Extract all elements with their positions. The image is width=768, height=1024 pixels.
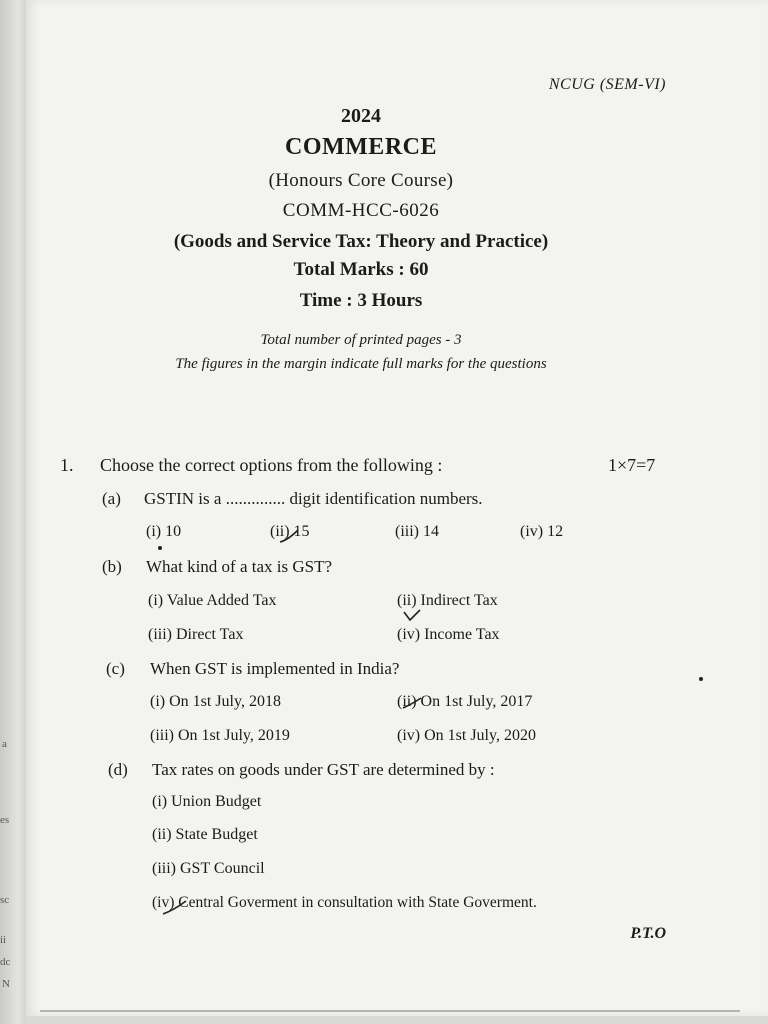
course-type: (Honours Core Course) (268, 170, 454, 191)
option-item: (i) Union Budget (152, 793, 262, 810)
exam-time: Time : 3 Hours (299, 290, 423, 311)
question-marks: 1×7=7 (608, 455, 656, 475)
pen-tick-mark (278, 528, 302, 546)
exam-year: 2024 (341, 105, 381, 127)
pen-tick-mark (400, 696, 424, 714)
total-marks: Total Marks : 60 (293, 259, 429, 280)
pen-dot-mark (699, 677, 703, 681)
question-number: 1. (60, 455, 74, 475)
book-spine-margin (0, 0, 26, 1024)
subquestion-label: (b) (102, 557, 122, 576)
subquestion-text: When GST is implemented in India? (150, 659, 400, 678)
option-item: (ii) 15 (270, 523, 310, 540)
margin-fragment: ii (0, 934, 7, 946)
subquestion-label: (a) (102, 489, 121, 508)
pen-dot-mark (158, 546, 162, 550)
subquestion-label: (c) (106, 659, 125, 678)
margin-fragment: N (2, 978, 10, 990)
option-item: (iv) 12 (520, 523, 564, 540)
printed-pages-note: Total number of printed pages - 3 (260, 332, 462, 348)
margin-fragment: a (2, 738, 7, 750)
marks-margin-note: The figures in the margin indicate full marks for the questions (175, 356, 547, 372)
option-item: (iii) On 1st July, 2019 (150, 727, 290, 744)
please-turn-over: P.T.O (630, 925, 666, 942)
exam-code: NCUG (SEM-VI) (548, 76, 666, 93)
question-text: Choose the correct options from the following : (100, 455, 443, 475)
pen-tick-mark (402, 608, 424, 624)
subquestion-text: Tax rates on goods under GST are determined by : (152, 760, 495, 779)
option-item: (ii) State Budget (152, 826, 258, 843)
margin-fragment: dc (0, 956, 11, 968)
margin-fragment: sc (0, 894, 10, 906)
subquestion-text: GSTIN is a .............. digit identification numbers. (144, 489, 483, 508)
option-item: (iii) GST Council (152, 860, 265, 877)
option-item: (ii) Indirect Tax (397, 592, 498, 609)
option-item: (ii) On 1st July, 2017 (397, 693, 533, 710)
option-item: (iv) Income Tax (397, 626, 500, 643)
option-item: (iii) Direct Tax (148, 626, 244, 643)
course-code: COMM-HCC-6026 (282, 200, 440, 221)
option-item: (iii) 14 (395, 523, 439, 540)
pen-tick-mark (160, 898, 190, 918)
subquestion-label: (d) (108, 760, 128, 779)
option-item: (i) Value Added Tax (148, 592, 277, 609)
subject-title: COMMERCE (285, 134, 437, 160)
page-edge-line (40, 1010, 740, 1012)
margin-fragment: es (0, 814, 10, 826)
subquestion-text: What kind of a tax is GST? (146, 557, 333, 576)
option-item: (iv) Central Goverment in consultation with State Goverment. (152, 894, 537, 911)
option-item: (iv) On 1st July, 2020 (397, 727, 536, 744)
option-item: (i) 10 (146, 523, 182, 540)
paper-title: (Goods and Service Tax: Theory and Practice) (173, 231, 549, 252)
option-item: (i) On 1st July, 2018 (150, 693, 281, 710)
